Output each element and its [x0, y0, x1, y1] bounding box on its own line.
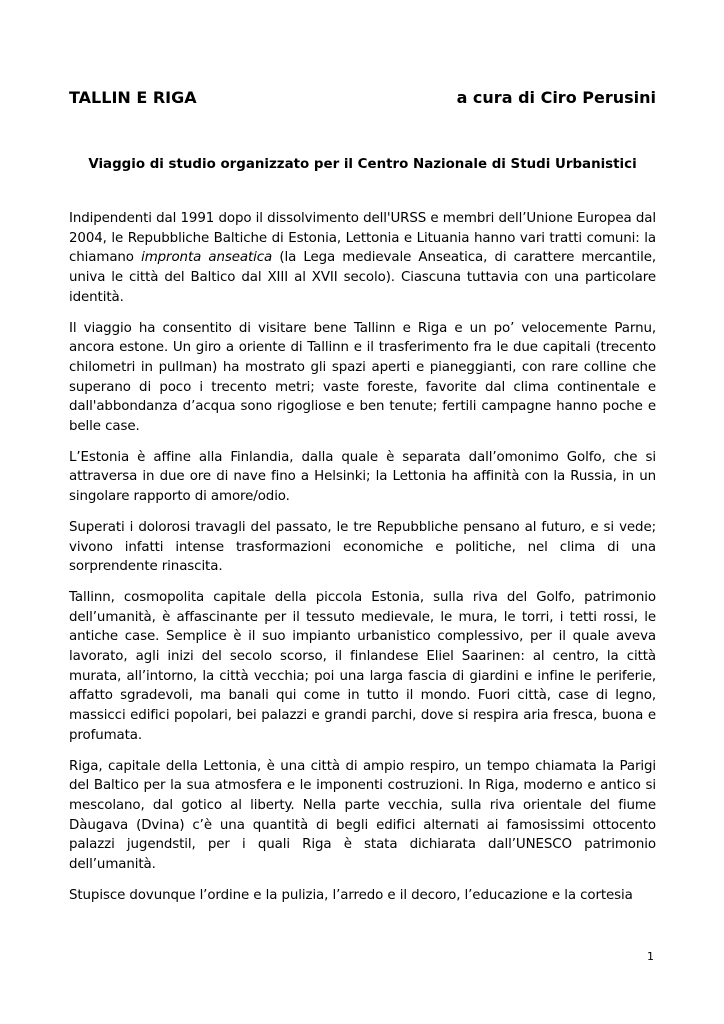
paragraph: [69, 209, 656, 308]
paragraph: Il viaggio ha consentito di visitare bene Tallinn e Riga e un po’ velocemente Parnu, ancora estone. Un giro a oriente di Tallinn e il trasferimento fra le due capitali (trecento chilometri in pullman) ha mostrato gli spazi aperti e pianeggianti, con rare colline che superano di poco i trecento metri; vaste foreste, favorite dal clima continentale e dall'abbondanza d’acqua sono rigogliose e ben tenute; fertili campagne hanno poche e belle case.: [69, 320, 656, 435]
page-number: 1: [647, 950, 654, 963]
document-body: [69, 209, 656, 906]
document-subtitle: Viaggio di studio organizzato per il Centro Nazionale di Studi Urbanistici: [88, 157, 637, 172]
paragraph: L’Estonia è affine alla Finlandia, dalla quale è separata dall’omonimo Golfo, che si attraversa in due ore di nave fino a Helsinki; la Lettonia ha affinità con la Russia, in un singolare rapporto di amore/odio.: [69, 449, 656, 505]
author-credit: a cura di Ciro Perusini: [456, 88, 656, 107]
paragraph-text: (la Lega medievale Anseatica, di carattere mercantile, univa le città del Baltico dal XIII al XVII secolo). Ciascuna tuttavia con una particolare identità.: [69, 250, 657, 305]
paragraph: Riga, capitale della Lettonia, è una città di ampio respiro, un tempo chiamata la Parigi del Baltico per la sua atmosfera e le imponenti costruzioni. In Riga, moderno e antico si mescolano, dal gotico al liberty. Nella parte vecchia, sulla riva orientale del fiume Dàugava (Dvina) c’è una quantità di begli edifici alternati ai famosissimi ottocento palazzi jugendstil, per i quali Riga è stata dichiarata dall’UNESCO patrimonio dell’umanità.: [69, 758, 656, 873]
paragraph: Tallinn, cosmopolita capitale della piccola Estonia, sulla riva del Golfo, patrimonio dell’umanità, è affascinante per il tessuto medievale, le mura, le torri, i tetti rossi, le antiche case. Semplice è il suo impianto urbanistico complessivo, per il quale aveva lavorato, agli inizi del secolo scorso, il finlandese Eliel Saarinen: al centro, la città murata, all’intorno, la città vecchia; poi una larga fascia di giardini e infine le periferie, affatto sgradevoli, ma banali qui come in tutto il mondo. Fuori città, case di legno, massicci edifici popolari, bei palazzi e grandi parchi, dove si respira aria fresca, buona e profumata.: [69, 589, 656, 743]
document-page: [69, 88, 656, 917]
paragraph: Superati i dolorosi travagli del passato, le tre Repubbliche pensano al futuro, e si vede; vivono infatti intense trasformazioni economiche e politiche, nel clima di una sorprendente rinascita.: [69, 519, 656, 575]
document-title: TALLIN E RIGA: [69, 88, 197, 107]
paragraph: Stupisce dovunque l’ordine e la pulizia, l’arredo e il decoro, l’educazione e la cortesia: [69, 887, 633, 903]
paragraph-text: Indipendenti dal 1991 dopo il dissolvimento dell'URSS e membri dell’Unione Europea dal 2004, le Repubbliche Baltiche di Estonia, Lettonia e Lituania hanno vari tratti comuni: la chiamano: [69, 211, 656, 266]
header: [69, 88, 656, 114]
italic-phrase: impronta anseatica: [141, 250, 273, 266]
